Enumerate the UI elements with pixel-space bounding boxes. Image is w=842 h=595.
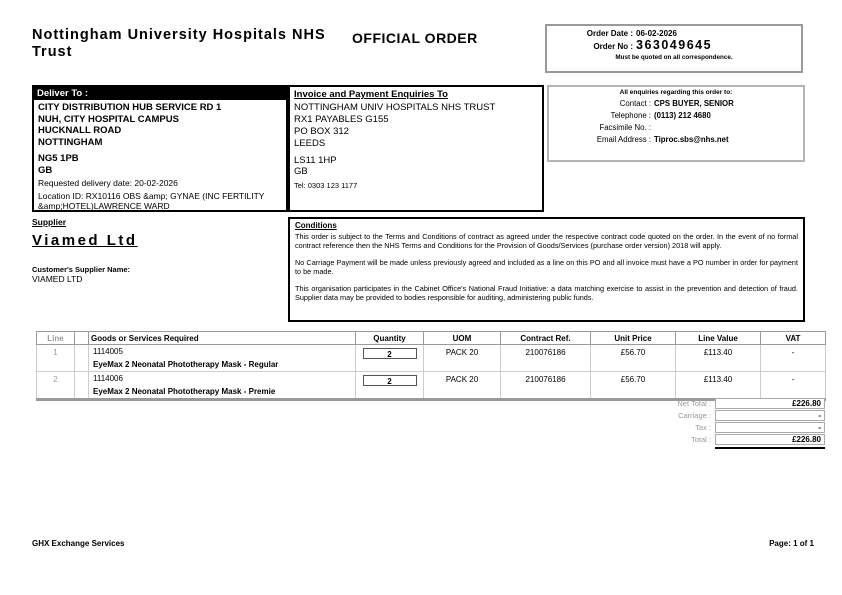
order-date-value: 06-02-2026	[636, 29, 677, 38]
invoice-address-line: PO BOX 312	[294, 125, 349, 137]
net-total-value: £226.80	[715, 398, 825, 409]
vat-cell: -	[761, 372, 826, 400]
footer-page-number: Page: 1 of 1	[769, 539, 814, 548]
deliver-to-heading: Deliver To :	[34, 87, 286, 100]
order-lines-table	[36, 331, 826, 401]
conditions-box	[288, 217, 805, 322]
contract-ref-cell: 210076186	[501, 372, 591, 400]
item-code: 1114006	[93, 374, 123, 383]
goods-cell	[89, 372, 356, 400]
total-label: Total :	[690, 435, 711, 444]
line-value-cell: £113.40	[676, 372, 761, 400]
telephone-label: Telephone :	[610, 111, 651, 121]
net-total-label: Net Total :	[677, 399, 711, 408]
vat-cell: -	[761, 345, 826, 372]
blank-cell	[75, 345, 89, 372]
telephone-value: (0113) 212 4680	[654, 111, 711, 121]
total-underline	[715, 447, 825, 449]
order-note: Must be quoted on all correspondence.	[615, 54, 733, 61]
deliver-address-line: NOTTINGHAM	[38, 136, 103, 148]
tax-row	[500, 422, 825, 433]
invoice-address-line: RX1 PAYABLES G155	[294, 113, 389, 125]
quantity-value: 2	[363, 348, 417, 359]
supplier-heading: Supplier	[32, 217, 67, 227]
document-title: OFFICIAL ORDER	[352, 30, 478, 46]
invoice-heading: Invoice and Payment Enquiries To	[294, 89, 448, 100]
supplier-block	[32, 217, 288, 284]
order-number-row	[555, 38, 793, 52]
invoice-address-line: LEEDS	[294, 137, 326, 149]
quantity-value: 2	[363, 375, 417, 386]
col-header-blank	[75, 332, 89, 345]
line-number: 2	[37, 372, 75, 400]
location-id: Location ID: RX10116 OBS &amp; GYNAE (INC FERTILITY &amp;HOTEL)LAWRENCE WARD	[38, 190, 265, 211]
tax-label: Tax :	[695, 423, 711, 432]
invoice-country: GB	[294, 166, 308, 178]
customer-supplier-label: Customer's Supplier Name:	[32, 265, 131, 274]
invoice-address-line: NOTTINGHAM UNIV HOSPITALS NHS TRUST	[294, 102, 496, 113]
table-row	[37, 372, 826, 400]
col-header-vat: VAT	[761, 332, 826, 345]
deliver-to-box	[32, 85, 288, 212]
total-value: £226.80	[715, 434, 825, 445]
invoice-postcode: LS11 1HP	[294, 154, 337, 166]
quantity-cell	[356, 372, 424, 400]
blank-cell	[75, 372, 89, 400]
supplier-name: Viamed Ltd	[32, 232, 138, 249]
invoice-telephone: Tel: 0303 123 1177	[294, 181, 358, 191]
order-date-row	[555, 29, 793, 38]
deliver-to-body	[34, 100, 286, 213]
invoice-enquiries-box	[288, 85, 544, 212]
requested-delivery-date: Requested delivery date: 20-02-2026	[38, 178, 178, 189]
table-row	[37, 345, 826, 372]
col-header-line: Line	[37, 332, 75, 345]
tax-value: -	[715, 422, 825, 433]
order-date-label: Order Date :	[586, 29, 633, 38]
goods-cell	[89, 345, 356, 372]
facsimile-value	[651, 122, 654, 134]
enquiries-contact-row	[555, 98, 797, 110]
enquiries-facsimile-row	[555, 122, 797, 134]
net-total-row	[500, 398, 825, 409]
deliver-address-line: HUCKNALL ROAD	[38, 125, 122, 137]
col-header-uom: UOM	[424, 332, 501, 345]
deliver-address-line: CITY DISTRIBUTION HUB SERVICE RD 1	[38, 102, 222, 113]
order-enquiries-box	[547, 85, 805, 162]
quantity-cell	[356, 345, 424, 372]
unit-price-cell: £56.70	[591, 345, 676, 372]
conditions-paragraph: No Carriage Payment will be made unless previously agreed and included as a line on this PO and all invoice must have a PO number in order for payment to be made.	[295, 257, 798, 277]
item-description: EyeMax 2 Neonatal Phototherapy Mask - Premie	[93, 387, 276, 396]
uom-cell: PACK 20	[424, 345, 501, 372]
deliver-postcode: NG5 1PB	[38, 153, 79, 165]
item-description: EyeMax 2 Neonatal Phototherapy Mask - Regular	[93, 360, 279, 369]
deliver-address-line: NUH, CITY HOSPITAL CAMPUS	[38, 113, 179, 125]
order-number-label: Order No :	[593, 42, 633, 51]
contact-label: Contact :	[619, 99, 651, 108]
col-header-quantity: Quantity	[356, 332, 424, 345]
uom-cell: PACK 20	[424, 372, 501, 400]
footer-service-name: GHX Exchange Services	[32, 539, 125, 548]
total-row	[500, 434, 825, 445]
carriage-row	[500, 410, 825, 421]
email-label: Email Address :	[596, 135, 651, 145]
enquiries-heading: All enquiries regarding this order to:	[619, 89, 733, 96]
email-value: Tiproc.sbs@nhs.net	[654, 135, 729, 145]
totals-block	[500, 398, 825, 449]
customer-supplier-name: VIAMED LTD	[32, 274, 83, 284]
conditions-paragraph: This order is subject to the Terms and Conditions of contract as agreed under the respective contract code quoted on the order. In the event of no formal contract reference then the NHS Terms and Conditions for the Provision of Goods/Services (purchase order version) 2018 will apply.	[295, 232, 798, 251]
contact-value: CPS BUYER, SENIOR	[654, 99, 734, 108]
order-reference-box	[545, 24, 803, 73]
table-header-row	[37, 332, 826, 345]
order-number-value: 363049645	[636, 38, 713, 52]
enquiries-email-row	[555, 134, 797, 146]
conditions-heading: Conditions	[295, 221, 337, 230]
organisation-name: Nottingham University Hospitals NHS Trust	[32, 27, 326, 60]
carriage-value: -	[715, 410, 825, 421]
line-number: 1	[37, 345, 75, 372]
col-header-contract-ref: Contract Ref.	[501, 332, 591, 345]
col-header-goods: Goods or Services Required	[89, 332, 356, 345]
conditions-paragraph: This organisation participates in the Cabinet Office's National Fraud Initiative: a data matching exercise to assist in the prevention and detection of fraud. Supplier data may be provided to bodies responsible for auditing, administering public funds.	[295, 283, 798, 303]
deliver-country: GB	[38, 164, 53, 176]
col-header-unit-price: Unit Price	[591, 332, 676, 345]
enquiries-telephone-row	[555, 110, 797, 122]
contract-ref-cell: 210076186	[501, 345, 591, 372]
carriage-label: Carriage :	[678, 411, 711, 420]
unit-price-cell: £56.70	[591, 372, 676, 400]
line-value-cell: £113.40	[676, 345, 761, 372]
facsimile-label: Facsimile No. :	[599, 123, 651, 133]
col-header-line-value: Line Value	[676, 332, 761, 345]
item-code: 1114005	[93, 347, 123, 356]
